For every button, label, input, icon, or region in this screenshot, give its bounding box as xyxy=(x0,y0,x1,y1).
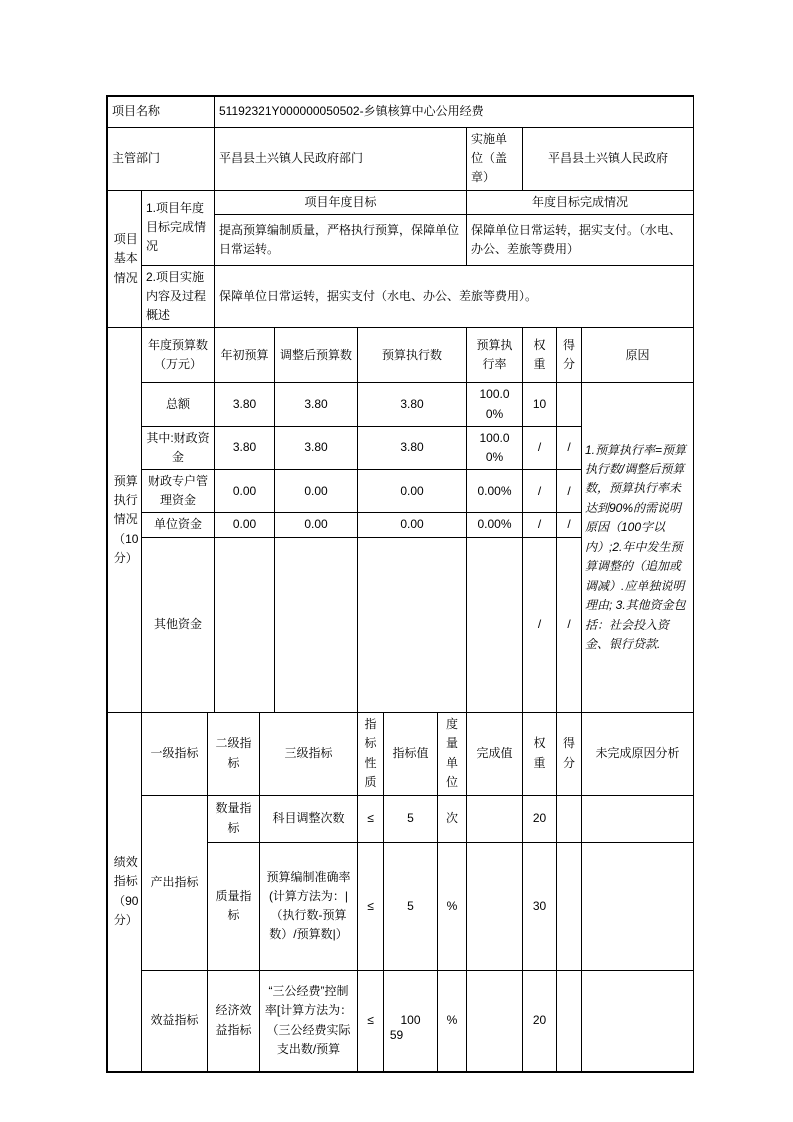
perf-header-done: 完成值 xyxy=(467,712,523,795)
budget-initial xyxy=(215,537,275,712)
budget-initial: 0.00 xyxy=(215,470,275,513)
budget-reason-note: 1.预算执行率=预算执行数/调整后预算数，预算执行率未达到90%的需说明原因（100字以内）;2.年中发生预算调整的（追加或调减）.应单独说明理由; 3.其他资金包括：社会投入资金、银行贷款. xyxy=(582,383,694,712)
budget-row-label: 其他资金 xyxy=(142,537,215,712)
budget-rate: 100.00% xyxy=(467,383,523,426)
budget-header-weight: 权重 xyxy=(523,328,557,383)
perf-value: 5 xyxy=(384,842,438,970)
budget-executed: 0.00 xyxy=(358,470,467,513)
dept-value: 平昌县土兴镇人民政府部门 xyxy=(215,128,467,191)
perf-score xyxy=(557,795,582,842)
perf-header-value: 指标值 xyxy=(384,712,438,795)
dept-label: 主管部门 xyxy=(108,128,215,191)
perf-header-level1: 一级指标 xyxy=(142,712,208,795)
perf-level3: “三公经费”控制率[计算方法为：（三公经费实际支出数/预算 xyxy=(260,970,358,1071)
budget-weight: / xyxy=(523,426,557,469)
perf-level1: 产出指标 xyxy=(142,795,208,970)
budget-adjusted: 3.80 xyxy=(275,426,358,469)
perf-nature: ≤ xyxy=(358,970,384,1071)
budget-header-executed: 预算执行数 xyxy=(358,328,467,383)
budget-rate xyxy=(467,537,523,712)
budget-initial: 0.00 xyxy=(215,513,275,537)
project-name-value: 51192321Y000000050502-乡镇核算中心公用经费 xyxy=(215,97,694,128)
budget-score: / xyxy=(557,537,582,712)
perf-unit: 次 xyxy=(438,795,467,842)
perf-reason xyxy=(582,842,694,970)
budget-executed: 3.80 xyxy=(358,426,467,469)
budget-score: / xyxy=(557,470,582,513)
impl-unit-value: 平昌县土兴镇人民政府 xyxy=(523,128,694,191)
budget-weight: / xyxy=(523,513,557,537)
budget-row-label: 财政专户管理资金 xyxy=(142,470,215,513)
project-name-label: 项目名称 xyxy=(108,97,215,128)
annual-goal-text: 提高预算编制质量，严格执行预算，保障单位日常运转。 xyxy=(215,214,467,265)
perf-header-level3: 三级指标 xyxy=(260,712,358,795)
budget-header-rate: 预算执行率 xyxy=(467,328,523,383)
budget-adjusted: 0.00 xyxy=(275,513,358,537)
info-table xyxy=(107,96,694,191)
perf-header-nature: 指标性质 xyxy=(358,712,384,795)
perf-unit: % xyxy=(438,842,467,970)
budget-row-label: 总额 xyxy=(142,383,215,426)
impl-unit-label: 实施单位（盖章） xyxy=(467,128,523,191)
perf-reason xyxy=(582,795,694,842)
budget-header-adjusted: 调整后预算数 xyxy=(275,328,358,383)
perf-level1: 效益指标 xyxy=(142,970,208,1071)
perf-level2: 质量指标 xyxy=(208,842,260,970)
perf-done xyxy=(467,795,523,842)
perf-reason xyxy=(582,970,694,1071)
perf-unit: % xyxy=(438,970,467,1071)
perf-value: 100 xyxy=(384,970,438,1071)
perf-score xyxy=(557,842,582,970)
budget-rate: 0.00% xyxy=(467,470,523,513)
budget-adjusted: 0.00 xyxy=(275,470,358,513)
budget-weight: / xyxy=(523,470,557,513)
budget-header-reason: 原因 xyxy=(582,328,694,383)
budget-executed: 3.80 xyxy=(358,383,467,426)
table-row xyxy=(108,795,694,842)
goal-completion-header: 年度目标完成情况 xyxy=(467,190,694,214)
section-label-budget: 预算执行情况（10分） xyxy=(108,328,142,712)
basic-info-table xyxy=(107,190,694,329)
section-label-performance: 绩效指标（90分） xyxy=(108,712,142,1071)
budget-weight: 10 xyxy=(523,383,557,426)
annual-goal-row-label: 1.项目年度目标完成情况 xyxy=(142,190,215,265)
perf-header-score: 得分 xyxy=(557,712,582,795)
perf-done xyxy=(467,842,523,970)
section-label-basic: 项目基本情况 xyxy=(108,190,142,328)
budget-initial: 3.80 xyxy=(215,426,275,469)
implementation-text: 保障单位日常运转，据实支付（水电、办公、差旅等费用）。 xyxy=(215,265,694,328)
page-number: 59 xyxy=(389,1028,404,1042)
budget-executed xyxy=(358,537,467,712)
perf-nature: ≤ xyxy=(358,842,384,970)
performance-evaluation-table xyxy=(106,95,694,1073)
budget-adjusted: 3.80 xyxy=(275,383,358,426)
budget-score: / xyxy=(557,426,582,469)
perf-weight: 30 xyxy=(523,842,557,970)
perf-header-reason: 未完成原因分析 xyxy=(582,712,694,795)
perf-level3: 预算编制准确率(计算方法为：|（执行数-预算数）/预算数|） xyxy=(260,842,358,970)
perf-header-level2: 二级指标 xyxy=(208,712,260,795)
perf-header-unit: 度量单位 xyxy=(438,712,467,795)
perf-level3: 科目调整次数 xyxy=(260,795,358,842)
perf-value: 5 xyxy=(384,795,438,842)
budget-executed: 0.00 xyxy=(358,513,467,537)
budget-score xyxy=(557,383,582,426)
budget-adjusted xyxy=(275,537,358,712)
annual-goal-header: 项目年度目标 xyxy=(215,190,467,214)
implementation-row-label: 2.项目实施内容及过程概述 xyxy=(142,265,215,328)
perf-header-weight: 权重 xyxy=(523,712,557,795)
budget-rate: 100.00% xyxy=(467,426,523,469)
perf-weight: 20 xyxy=(523,970,557,1071)
budget-initial: 3.80 xyxy=(215,383,275,426)
perf-level2: 经济效益指标 xyxy=(208,970,260,1071)
budget-weight: / xyxy=(523,537,557,712)
goal-completion-text: 保障单位日常运转，据实支付。（水电、办公、差旅等费用） xyxy=(467,214,694,265)
perf-score xyxy=(557,970,582,1071)
performance-indicator-table xyxy=(107,712,694,1072)
budget-header-initial: 年初预算 xyxy=(215,328,275,383)
budget-rate: 0.00% xyxy=(467,513,523,537)
budget-score: / xyxy=(557,513,582,537)
perf-weight: 20 xyxy=(523,795,557,842)
perf-nature: ≤ xyxy=(358,795,384,842)
budget-row-label: 其中:财政资金 xyxy=(142,426,215,469)
table-row xyxy=(108,383,694,426)
budget-header-score: 得分 xyxy=(557,328,582,383)
table-row xyxy=(108,970,694,1071)
budget-row-label: 单位资金 xyxy=(142,513,215,537)
budget-header-label: 年度预算数（万元） xyxy=(142,328,215,383)
perf-level2: 数量指标 xyxy=(208,795,260,842)
budget-execution-table xyxy=(107,327,694,712)
perf-done xyxy=(467,970,523,1071)
